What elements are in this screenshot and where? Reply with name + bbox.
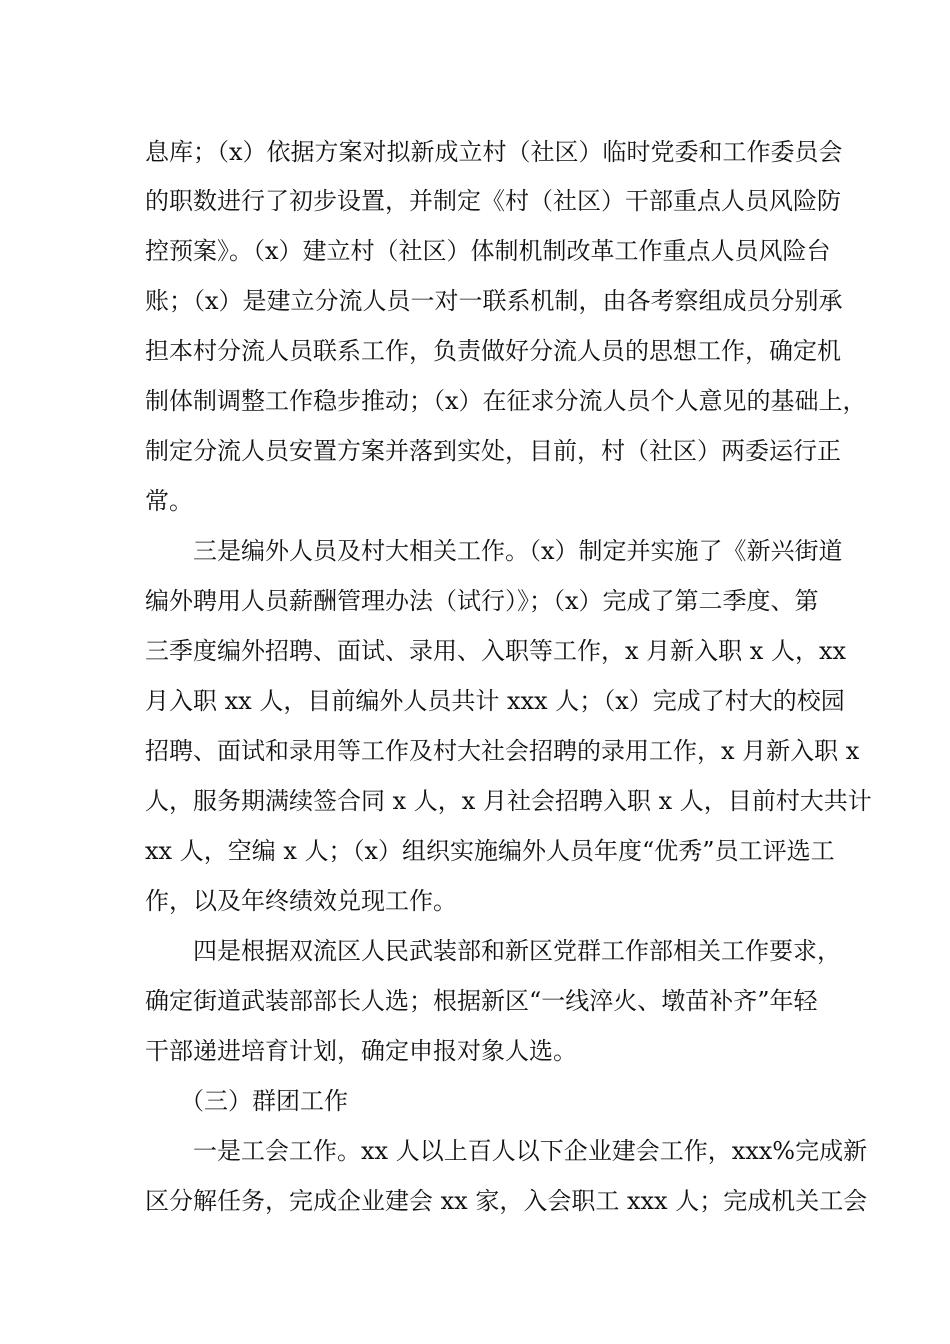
text-line: 制体制调整工作稳步推动；（x）在征求分流人员个人意见的基础上，: [145, 387, 867, 415]
text-line: 确定街道武装部部长人选；根据新区“一线淬火、墩苗补齐”年轻: [145, 987, 818, 1015]
text-line: 三季度编外招聘、面试、录用、入职等工作，x 月新入职 x 人，xx: [145, 637, 847, 665]
text-line: 息库；（x）依据方案对拟新成立村（社区）临时党委和工作委员会: [145, 138, 843, 166]
text-line: 账；（x）是建立分流人员一对一联系机制，由各考察组成员分别承: [145, 287, 843, 315]
text-line: 编外聘用人员薪酬管理办法（试行）》；（x）完成了第二季度、第: [145, 587, 819, 615]
section-heading: （三）群团工作: [180, 1087, 348, 1115]
paragraph-start-line: 三是编外人员及村大相关工作。（x）制定并实施了《新兴街道: [193, 537, 843, 565]
text-line: 控预案》。（x）建立村（社区）体制机制改革工作重点人员风险台: [145, 237, 831, 265]
text-line: xx 人，空编 x 人；（x）组织实施编外人员年度“优秀”员工评选工: [145, 837, 835, 865]
paragraph-start-line: 四是根据双流区人民武装部和新区党群工作部相关工作要求，: [193, 937, 841, 965]
text-line: 的职数进行了初步设置，并制定《村（社区）干部重点人员风险防: [145, 187, 841, 215]
text-line: 制定分流人员安置方案并落到实处，目前，村（社区）两委运行正: [145, 437, 841, 465]
text-line: 担本村分流人员联系工作，负责做好分流人员的思想工作，确定机: [145, 337, 841, 365]
text-line: 作，以及年终绩效兑现工作。: [145, 887, 457, 915]
text-line: 人，服务期满续签合同 x 人，x 月社会招聘入职 x 人，目前村大共计: [145, 787, 872, 815]
text-line: 常。: [145, 487, 193, 515]
text-line: 区分解任务，完成企业建会 xx 家，入会职工 xxx 人；完成机关工会: [145, 1187, 868, 1215]
text-line: 月入职 xx 人，目前编外人员共计 xxx 人；（x）完成了村大的校园: [145, 687, 845, 715]
text-line: 干部递进培育计划，确定申报对象人选。: [145, 1037, 577, 1065]
text-line: 招聘、面试和录用等工作及村大社会招聘的录用工作，x 月新入职 x: [145, 737, 860, 765]
paragraph-start-line: 一是工会工作。xx 人以上百人以下企业建会工作，xxx%完成新: [193, 1137, 868, 1165]
